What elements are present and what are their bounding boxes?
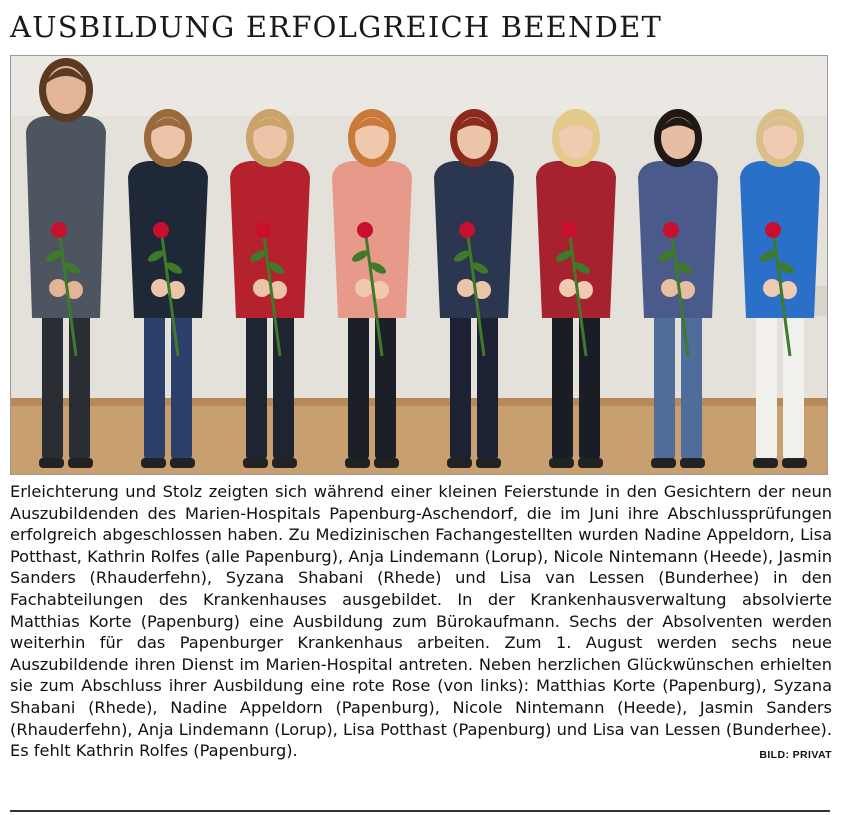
photo-ceiling-light — [11, 56, 827, 116]
person-shoe — [680, 458, 705, 468]
person-hand — [559, 279, 577, 297]
person-shoe — [578, 458, 603, 468]
rose-blossom — [255, 222, 271, 238]
photo-credit: BILD: PRIVAT — [759, 749, 832, 762]
headline: AUSBILDUNG ERFOLGREICH BEENDET — [10, 10, 662, 44]
rose-blossom — [459, 222, 475, 238]
person-leg — [42, 311, 63, 461]
person-shoe — [272, 458, 297, 468]
person-shoe — [170, 458, 195, 468]
person-leg — [348, 311, 369, 461]
bottom-rule — [10, 810, 830, 812]
rose-blossom — [663, 222, 679, 238]
person-torso — [230, 161, 310, 318]
person-torso — [128, 161, 208, 318]
person-shoe — [651, 458, 676, 468]
person-hand — [253, 279, 271, 297]
rose-blossom — [561, 222, 577, 238]
person-hand — [763, 279, 781, 297]
photo-baseboard — [11, 398, 827, 406]
article-body — [10, 481, 832, 767]
person-leg — [450, 311, 471, 461]
person-shoe — [374, 458, 399, 468]
person-torso — [638, 161, 718, 318]
person-hand — [49, 279, 67, 297]
person-hand — [457, 279, 475, 297]
person-shoe — [68, 458, 93, 468]
person-leg — [654, 311, 675, 461]
rose-blossom — [765, 222, 781, 238]
person-shoe — [447, 458, 472, 468]
person-torso — [536, 161, 616, 318]
person-hand — [151, 279, 169, 297]
person-leg — [756, 311, 777, 461]
rose-blossom — [153, 222, 169, 238]
person-shoe — [753, 458, 778, 468]
article-body-text: Erleichterung und Stolz zeigten sich während einer kleinen Feierstunde in den Gesichtern der neun Auszubildenden des Marien-Hospitals Papenburg-Aschendorf, die im Juni ihre Abschlussprüfungen erfolgreich abgeschlossen haben. Zu Medizinischen Fachangestellten wurden Nadine Appeldorn, Lisa Potthast, Kathrin Rolfes (alle Papenburg), Anja Lindemann (Lorup), Nicole Nintemann (Heede), Jasmin Sanders (Rhauderfehn), Syzana Shabani (Rhede) und Lisa van Lessen (Bunderhee) in den Fachabteilungen des Krankenhauses ausgebildet. In der Krankenhausverwaltung absolvierte Matthias Korte (Papenburg) eine Ausbildung zum Bürokaufmann. Sechs der Absolventen werden weiterhin für das Papenburger Krankenhaus arbeiten. Zum 1. August werden sechs neue Auszubildende ihren Dienst im Marien-Hospital antreten. Neben herzlichen Glückwünschen erhielten sie zum Abschluss ihrer Ausbildung eine rote Rose (von links): Matthias Korte (Papenburg), Syzana Shabani (Rhede), Nadine Appeldorn (Papenburg), Nicole Nintemann (Heede), Jasmin Sanders (Rhauderfehn), Anja Lindemann (Lorup), Lisa Potthast (Papenburg) und Lisa van Lessen (Bunderhee). Es fehlt Kathrin Rolfes (Papenburg). — [10, 482, 832, 761]
person-leg — [144, 311, 165, 461]
person-shoe — [476, 458, 501, 468]
group-photo — [10, 55, 828, 475]
person-torso — [434, 161, 514, 318]
person-shoe — [39, 458, 64, 468]
person-shoe — [243, 458, 268, 468]
person-leg — [552, 311, 573, 461]
rose-blossom — [51, 222, 67, 238]
person-torso — [332, 161, 412, 318]
person-hand — [661, 279, 679, 297]
person-shoe — [345, 458, 370, 468]
person-leg — [246, 311, 267, 461]
rose-blossom — [357, 222, 373, 238]
person-shoe — [782, 458, 807, 468]
person-shoe — [141, 458, 166, 468]
group-photo-illustration — [11, 56, 827, 474]
person-torso — [740, 161, 820, 318]
person-shoe — [549, 458, 574, 468]
person-hand — [355, 279, 373, 297]
